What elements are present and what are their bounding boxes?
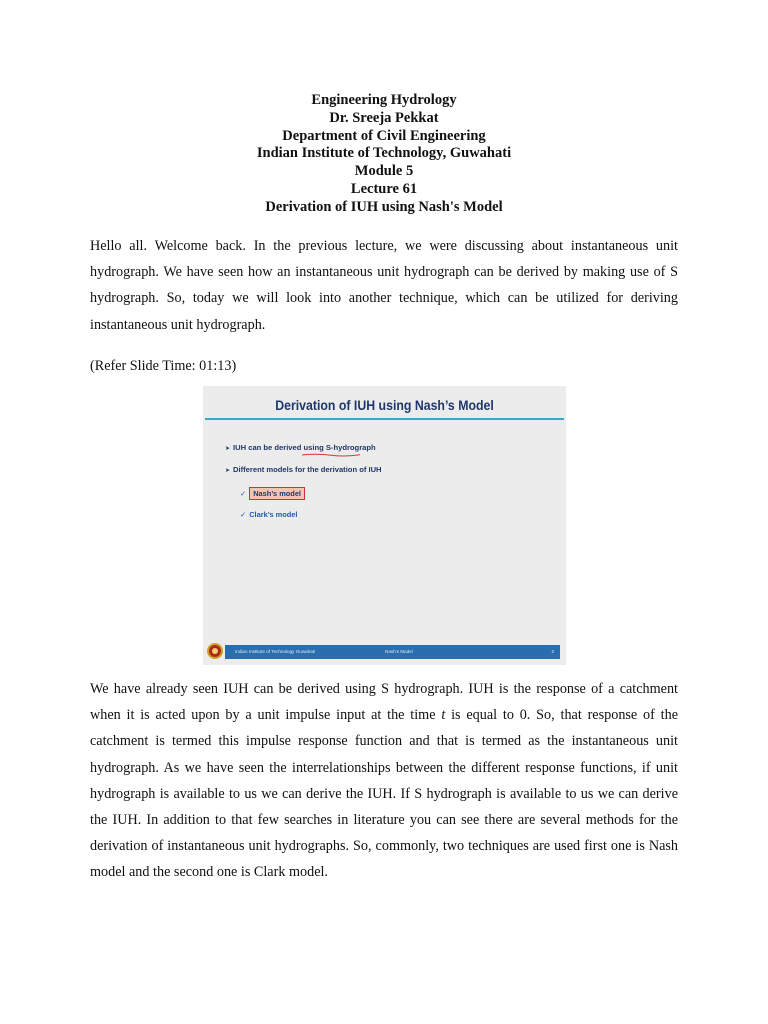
instructor-name: Dr. Sreeja Pekkat xyxy=(329,109,439,126)
highlighted-sub-item-text: Nash’s model xyxy=(249,487,305,500)
slide-sub-item xyxy=(240,487,305,500)
footer-topic: Nash’s Model xyxy=(385,649,413,654)
footer-bar xyxy=(225,645,560,659)
body-paragraph xyxy=(90,676,678,886)
slide-footer xyxy=(203,638,566,665)
slide-title: Derivation of IUH using Nash’s Model xyxy=(275,398,494,413)
slide-sub-item xyxy=(240,510,297,519)
paragraph-text: We have already seen IUH can be derived using S hydrograph. IUH is the response of a catchment when it is acted upon by a unit impulse input at the time xyxy=(90,681,678,724)
sub-item-text: Clark’s model xyxy=(249,510,298,519)
refer-slide-time: (Refer Slide Time: 01:13) xyxy=(90,358,237,374)
arrow-bullet-icon: ➤ xyxy=(225,446,231,452)
slide-bullet xyxy=(225,443,376,452)
red-underline-annotation xyxy=(301,453,361,457)
lecture-title: Derivation of IUH using Nash's Model xyxy=(265,198,503,215)
footer-institute: Indian Institute of Technology Guwahati xyxy=(235,649,316,654)
checkmark-icon: ✓ xyxy=(240,510,247,519)
course-title: Engineering Hydrology xyxy=(311,92,457,108)
iit-guwahati-logo-icon xyxy=(206,641,224,661)
slide-title-rule xyxy=(205,418,564,420)
slide-page-number: 2 xyxy=(551,649,554,654)
institute-name: Indian Institute of Technology, Guwahati xyxy=(256,145,512,162)
lecture-slide-image xyxy=(203,386,566,665)
module-number: Module 5 xyxy=(354,163,414,180)
checkmark-icon: ✓ xyxy=(240,489,247,498)
lecture-number: Lecture 61 xyxy=(350,180,418,197)
document-header xyxy=(0,92,768,217)
slide-bullet xyxy=(225,465,382,474)
department-name: Department of Civil Engineering xyxy=(282,127,486,144)
slide-bullet-text: Different models for the derivation of IUH xyxy=(233,465,382,474)
italic-variable: t xyxy=(441,707,446,724)
paragraph-text: is equal to 0. So, that response of the catchment is termed this impulse response function and that is termed as the instantaneous unit hydrograph. As we have seen the interrelationships between the different response functions, if unit hydrograph is available to us we can derive the IUH. If S hydrograph is available to us we can derive the IUH. In addition to that few searches in literature you can see there are several methods for the derivation of instantaneous unit hydrographs. So, commonly, two techniques are used first one is Nash model and the second one is Clark model. xyxy=(90,707,678,881)
arrow-bullet-icon: ➤ xyxy=(225,468,231,474)
slide-bullet-text: IUH can be derived using S-hydrograph xyxy=(233,443,376,452)
intro-paragraph: Hello all. Welcome back. In the previous lecture, we were discussing about instantaneous unit hydrograph. We have seen how an instantaneous unit hydrograph can be derived by making use of S hydrograph. So, today we will look into another technique, which can be utilized for deriving instantaneous unit hydrograph. xyxy=(90,238,678,333)
